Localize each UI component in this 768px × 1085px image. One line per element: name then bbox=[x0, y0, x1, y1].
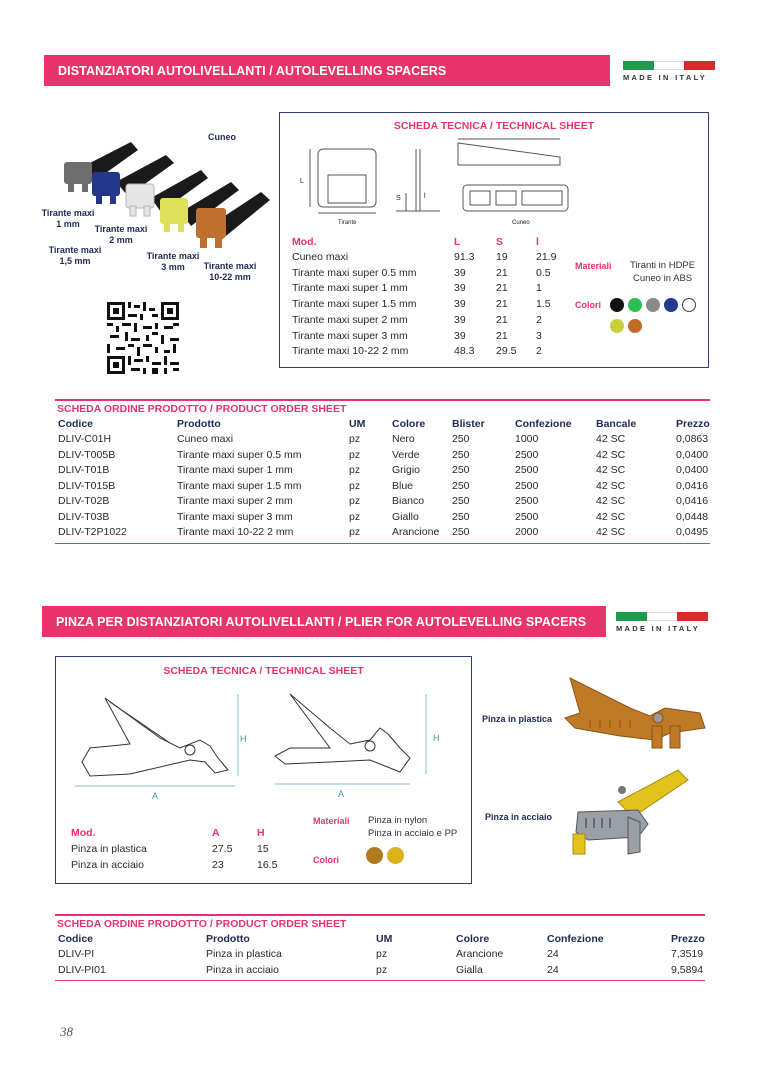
order-cell: Giallo bbox=[392, 510, 419, 523]
order-cell: pz bbox=[349, 433, 361, 445]
tech-table-header: A bbox=[212, 827, 220, 839]
order-code: DLIV-PI01 bbox=[58, 963, 106, 976]
section-banner-plier: PINZA PER DISTANZIATORI AUTOLIVELLANTI / PLIER FOR AUTOLEVELLING SPACERS bbox=[42, 606, 606, 637]
tech-model-name: Cuneo maxi bbox=[292, 251, 349, 263]
tech-value: 39 bbox=[454, 329, 466, 342]
order-code: DLIV-T02B bbox=[58, 495, 110, 507]
tech-value: 27.5 bbox=[212, 843, 233, 855]
tech-value: 0.5 bbox=[536, 266, 551, 279]
tech-value: 1 bbox=[536, 282, 542, 295]
order-cell: 24 bbox=[547, 948, 559, 960]
made-in-italy-text: MADE IN ITALY bbox=[623, 73, 708, 82]
tech-value: 39 bbox=[454, 266, 466, 279]
photo-label-pinza-plastica: Pinza in plastica bbox=[482, 714, 553, 724]
photo-label-tirante-15mm: Tirante maxi 1,5 mm bbox=[48, 245, 102, 266]
tech-model-name: Tirante maxi super 2 mm bbox=[292, 313, 408, 326]
made-in-italy-badge bbox=[623, 61, 715, 82]
drawing-label-tirante: Tirante bbox=[338, 220, 357, 226]
order-cell: pz bbox=[349, 510, 361, 523]
order-cell: pz bbox=[349, 448, 361, 461]
tech-model-name: Tirante maxi super 3 mm bbox=[292, 329, 408, 342]
order-cell: Arancione bbox=[392, 526, 440, 538]
materiali-label: Materiali bbox=[575, 261, 612, 271]
photo-label-tirante-10-22mm: Tirante maxi 10-22 mm bbox=[203, 261, 257, 282]
order-cell: Pinza in plastica bbox=[206, 948, 282, 960]
made-in-italy-text: MADE IN ITALY bbox=[616, 624, 701, 633]
order-cell: pz bbox=[349, 526, 361, 538]
section-banner-spacers: DISTANZIATORI AUTOLIVELLANTI / AUTOLEVELLING SPACERS bbox=[44, 55, 610, 86]
order-table-header: UM bbox=[376, 933, 393, 945]
order-table-header: Codice bbox=[58, 933, 94, 945]
materiali-values: Tiranti in HDPE Cuneo in ABS bbox=[630, 260, 696, 284]
color-swatch bbox=[628, 319, 642, 333]
order-cell: 42 SC bbox=[596, 479, 626, 492]
order-cell: 0,0448 bbox=[676, 510, 709, 523]
tech-value: 91.3 bbox=[454, 251, 475, 263]
dim-label-A-2: A bbox=[338, 789, 345, 799]
tech-model-name: Pinza in acciaio bbox=[71, 858, 144, 871]
color-swatch bbox=[610, 298, 624, 312]
tech-value: 21 bbox=[496, 266, 508, 279]
plier-technical-drawing bbox=[70, 688, 445, 798]
order-cell: 0,0495 bbox=[676, 526, 709, 538]
tech-value: 15 bbox=[257, 843, 269, 855]
tech-value: 3 bbox=[536, 329, 542, 342]
order-cell: 0,0400 bbox=[676, 464, 709, 476]
dim-label-A-1: A bbox=[152, 791, 159, 801]
order-cell: 42 SC bbox=[596, 433, 626, 445]
order-cell: 2500 bbox=[515, 448, 539, 461]
order-cell: 250 bbox=[452, 464, 470, 476]
photo-label-cuneo: Cuneo bbox=[208, 132, 236, 142]
tech-value: 23 bbox=[212, 858, 224, 871]
order-sheet-rule-top-2 bbox=[55, 914, 705, 916]
order-code: DLIV-T005B bbox=[58, 448, 116, 461]
order-table-header: Codice bbox=[58, 418, 94, 430]
photo-label-tirante-3mm: Tirante maxi 3 mm bbox=[146, 251, 200, 272]
tech-value: 21 bbox=[496, 282, 508, 295]
order-cell: Arancione bbox=[456, 948, 504, 960]
order-table-header: Colore bbox=[456, 933, 490, 945]
tech-value: 19 bbox=[496, 251, 508, 263]
order-cell: 0,0416 bbox=[676, 479, 709, 492]
drawing-label-L: L bbox=[300, 178, 304, 185]
color-swatch bbox=[366, 847, 383, 864]
order-cell: Nero bbox=[392, 433, 415, 445]
order-cell: 250 bbox=[452, 448, 470, 461]
materiali-label-plier: Materiali bbox=[313, 816, 350, 826]
order-cell: pz bbox=[376, 948, 388, 960]
order-cell: 250 bbox=[452, 479, 470, 492]
colori-label-plier: Colori bbox=[313, 855, 339, 865]
order-cell: 2500 bbox=[515, 495, 539, 507]
order-cell: 250 bbox=[452, 433, 470, 445]
tech-value: 2 bbox=[536, 345, 542, 358]
order-cell: Cuneo maxi bbox=[177, 433, 234, 445]
order-cell: 42 SC bbox=[596, 448, 626, 461]
order-cell: Verde bbox=[392, 448, 420, 461]
tech-table-header: L bbox=[454, 236, 461, 248]
color-swatch bbox=[682, 298, 696, 312]
materiali-values-plier: Pinza in nylon Pinza in acciaio e PP bbox=[368, 815, 458, 839]
order-code: DLIV-C01H bbox=[58, 433, 112, 445]
order-code: DLIV-T2P1022 bbox=[58, 526, 127, 538]
page-number: 38 bbox=[60, 1024, 73, 1039]
order-table-header: Prodotto bbox=[206, 933, 250, 945]
drawing-label-cuneo: Cuneo bbox=[512, 220, 530, 226]
order-sheet-title-spacers: SCHEDA ORDINE PRODOTTO / PRODUCT ORDER SHEET bbox=[57, 403, 347, 415]
order-cell: 2500 bbox=[515, 464, 539, 476]
order-cell: Tirante maxi super 0.5 mm bbox=[177, 448, 302, 461]
order-cell: 42 SC bbox=[596, 495, 626, 507]
italy-flag-icon bbox=[616, 612, 708, 621]
order-cell: Tirante maxi super 3 mm bbox=[177, 510, 293, 523]
order-cell: 250 bbox=[452, 495, 470, 507]
order-cell: 42 SC bbox=[596, 526, 626, 538]
order-cell: 250 bbox=[452, 510, 470, 523]
order-cell: Blue bbox=[392, 479, 414, 492]
order-table-header: Prezzo bbox=[671, 933, 705, 945]
drawing-label-S: S bbox=[396, 195, 401, 202]
tech-value: 1.5 bbox=[536, 298, 551, 311]
color-swatch bbox=[610, 319, 624, 333]
order-cell: pz bbox=[349, 464, 361, 476]
tech-value: 21.9 bbox=[536, 251, 557, 263]
dim-label-H-2: H bbox=[433, 733, 440, 743]
qr-code-image bbox=[107, 302, 179, 374]
order-table-bottom-rule bbox=[55, 543, 710, 544]
order-cell: pz bbox=[349, 495, 361, 507]
order-code: DLIV-T01B bbox=[58, 464, 110, 476]
color-swatch bbox=[646, 298, 660, 312]
order-table-header: UM bbox=[349, 418, 366, 430]
order-cell: 7,3519 bbox=[671, 948, 704, 960]
drawing-label-l: l bbox=[424, 193, 426, 200]
order-cell: 2500 bbox=[515, 510, 539, 523]
order-cell: 1000 bbox=[515, 433, 539, 445]
tech-value: 21 bbox=[496, 313, 508, 326]
tech-value: 2 bbox=[536, 313, 542, 326]
order-cell: Pinza in acciaio bbox=[206, 963, 279, 976]
tech-model-name: Tirante maxi super 1 mm bbox=[292, 282, 408, 295]
tech-table-header: l bbox=[536, 236, 539, 248]
tech-value: 29.5 bbox=[496, 345, 517, 358]
photo-label-pinza-acciaio: Pinza in acciaio bbox=[485, 812, 553, 822]
colori-label: Colori bbox=[575, 300, 601, 310]
tech-model-name: Tirante maxi super 0.5 mm bbox=[292, 266, 417, 279]
tech-value: 39 bbox=[454, 313, 466, 326]
italy-flag-icon bbox=[623, 61, 715, 70]
order-cell: 42 SC bbox=[596, 464, 626, 476]
order-cell: 0,0400 bbox=[676, 448, 709, 461]
order-code: DLIV-T03B bbox=[58, 510, 110, 523]
order-cell: 24 bbox=[547, 963, 559, 976]
order-code: DLIV-PI bbox=[58, 948, 95, 960]
order-cell: Gialla bbox=[456, 963, 483, 976]
plier-steel-photo bbox=[568, 762, 708, 862]
order-cell: 2000 bbox=[515, 526, 539, 538]
photo-label-tirante-1mm: Tirante maxi 1 mm bbox=[41, 208, 95, 229]
order-table-header: Confezione bbox=[515, 418, 572, 430]
order-cell: Tirante maxi super 1.5 mm bbox=[177, 479, 302, 492]
tech-model-name: Tirante maxi 10-22 2 mm bbox=[292, 345, 409, 358]
tech-sheet-title-plier: SCHEDA TECNICA / TECHNICAL SHEET bbox=[163, 665, 364, 677]
order-cell: Tirante maxi 10-22 2 mm bbox=[177, 526, 294, 538]
order-cell: 42 SC bbox=[596, 510, 626, 523]
made-in-italy-badge-2 bbox=[616, 612, 708, 633]
order-cell: Grigio bbox=[392, 464, 421, 476]
photo-label-tirante-2mm: Tirante maxi 2 mm bbox=[94, 224, 148, 245]
order-cell: pz bbox=[376, 963, 388, 976]
order-table-header: Colore bbox=[392, 418, 426, 430]
tech-value: 39 bbox=[454, 298, 466, 311]
tech-value: 48.3 bbox=[454, 345, 475, 358]
order-cell: 250 bbox=[452, 526, 470, 538]
tech-sheet-title: SCHEDA TECNICA / TECHNICAL SHEET bbox=[393, 120, 595, 132]
order-table-header: Blister bbox=[452, 418, 485, 430]
order-table-header: Prodotto bbox=[177, 418, 221, 430]
plier-plastic-photo bbox=[560, 668, 710, 753]
tech-value: 16.5 bbox=[257, 858, 278, 871]
order-code: DLIV-T015B bbox=[58, 479, 116, 492]
order-sheet-title-plier: SCHEDA ORDINE PRODOTTO / PRODUCT ORDER SHEET bbox=[57, 918, 347, 930]
tech-value: 39 bbox=[454, 282, 466, 295]
order-table-bottom-rule bbox=[55, 980, 705, 981]
color-swatch bbox=[664, 298, 678, 312]
order-table-header: Bancale bbox=[596, 418, 637, 430]
tech-model-name: Pinza in plastica bbox=[71, 843, 147, 855]
order-sheet-rule-top bbox=[55, 399, 710, 401]
order-cell: 9,5894 bbox=[671, 963, 704, 976]
order-table-header: Prezzo bbox=[676, 418, 710, 430]
tech-table-header: Mod. bbox=[292, 236, 317, 248]
tech-table-header: H bbox=[257, 827, 265, 839]
order-cell: 2500 bbox=[515, 479, 539, 492]
order-table-header: Confezione bbox=[547, 933, 604, 945]
order-cell: Tirante maxi super 2 mm bbox=[177, 495, 293, 507]
order-cell: Tirante maxi super 1 mm bbox=[177, 464, 293, 476]
tech-table-header: Mod. bbox=[71, 827, 96, 839]
tech-model-name: Tirante maxi super 1.5 mm bbox=[292, 298, 417, 311]
order-cell: pz bbox=[349, 479, 361, 492]
order-cell: 0,0863 bbox=[676, 433, 709, 445]
tech-value: 21 bbox=[496, 329, 508, 342]
tech-table-header: S bbox=[496, 236, 504, 248]
order-cell: 0,0416 bbox=[676, 495, 709, 507]
tech-value: 21 bbox=[496, 298, 508, 311]
color-swatch bbox=[387, 847, 404, 864]
order-cell: Bianco bbox=[392, 495, 425, 507]
dim-label-H-1: H bbox=[240, 734, 247, 744]
color-swatch bbox=[628, 298, 642, 312]
spacer-technical-drawing bbox=[298, 135, 578, 227]
